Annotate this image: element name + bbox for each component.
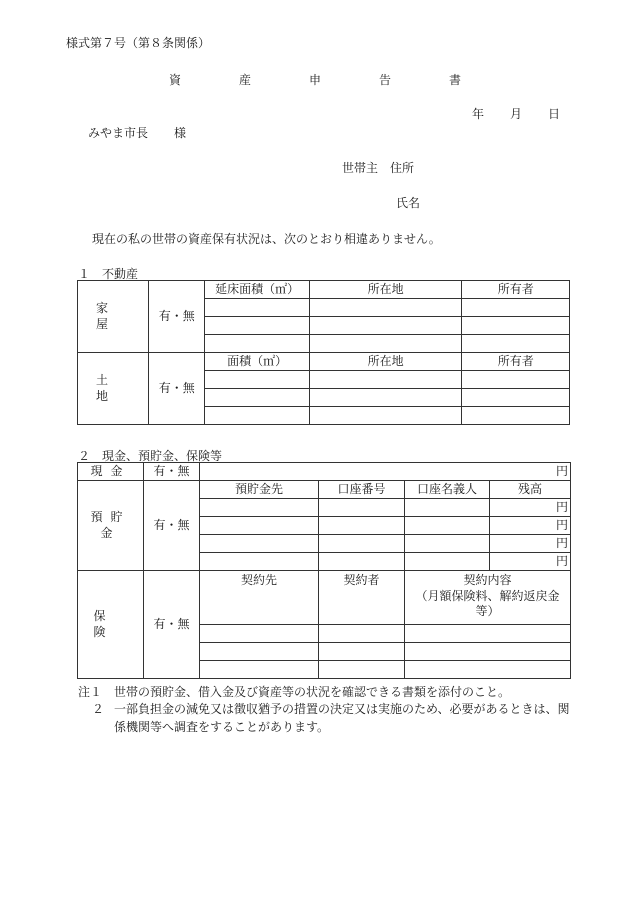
note-2-number: ２ — [91, 702, 104, 717]
insurance-col-provider: 契約先 — [200, 571, 319, 625]
house-status[interactable]: 有・無 — [149, 281, 205, 353]
insurance-contents-cell[interactable] — [405, 625, 571, 643]
insurance-provider-cell[interactable] — [200, 625, 319, 643]
date-line — [472, 106, 560, 122]
house-owner-cell[interactable] — [462, 299, 570, 317]
land-location-cell[interactable] — [309, 371, 462, 389]
savings-holder-cell[interactable] — [405, 535, 490, 553]
house-col-location: 所在地 — [309, 281, 462, 299]
savings-bank-cell[interactable] — [200, 535, 319, 553]
yen-unit: 円 — [556, 553, 569, 568]
insurance-status[interactable]: 有・無 — [144, 571, 200, 679]
cash-amount-cell[interactable] — [200, 463, 571, 481]
note-1 — [78, 684, 578, 701]
savings-bank-cell[interactable] — [200, 553, 319, 571]
insurance-provider-cell[interactable] — [200, 643, 319, 661]
house-floor-area-cell[interactable] — [205, 317, 309, 335]
savings-label: 預貯金 — [78, 481, 144, 571]
addressee-name: みやま市長 — [88, 126, 149, 140]
addressee — [88, 125, 186, 141]
insurance-label: 保険 — [78, 571, 144, 679]
insurance-contents-cell[interactable] — [405, 643, 571, 661]
house-location-cell[interactable] — [309, 317, 462, 335]
land-location-cell[interactable] — [309, 389, 462, 407]
land-owner-cell[interactable] — [462, 389, 570, 407]
house-col-owner: 所有者 — [462, 281, 570, 299]
land-location-cell[interactable] — [309, 407, 462, 425]
yen-unit: 円 — [556, 463, 569, 478]
savings-status[interactable]: 有・無 — [144, 481, 200, 571]
form-number: 様式第７号（第８条関係） — [66, 36, 211, 50]
savings-balance-cell[interactable] — [490, 499, 571, 517]
document-title: 資 産 申 告 書 — [168, 73, 484, 87]
savings-balance-cell[interactable] — [490, 535, 571, 553]
insurance-contractor-cell[interactable] — [319, 625, 405, 643]
note-2 — [78, 701, 578, 736]
house-col-floor-area: 延床面積（㎡） — [205, 281, 309, 299]
note-1-text: 世帯の預貯金、借入金及び資産等の状況を確認できる書類を添付のこと。 — [114, 685, 511, 699]
savings-balance-cell[interactable] — [490, 517, 571, 535]
land-col-area: 面積（㎡） — [205, 353, 309, 371]
householder-line — [342, 160, 414, 176]
name-label: 氏名 — [396, 196, 421, 210]
land-owner-cell[interactable] — [462, 407, 570, 425]
house-location-cell[interactable] — [309, 335, 462, 353]
savings-col-account-number: 口座番号 — [319, 481, 405, 499]
cash-status[interactable]: 有・無 — [144, 463, 200, 481]
savings-balance-cell[interactable] — [490, 553, 571, 571]
section1-title: １ 不動産 — [78, 267, 139, 281]
savings-bank-cell[interactable] — [200, 517, 319, 535]
note-2-text: 一部負担金の減免又は徴収猶予の措置の決定又は実施のため、必要があるときは、関係機関等へ調査をすることがあります。 — [114, 702, 570, 734]
insurance-col-contractor: 契約者 — [319, 571, 405, 625]
insurance-contents-cell[interactable] — [405, 661, 571, 679]
savings-account-number-cell[interactable] — [319, 535, 405, 553]
land-col-owner: 所有者 — [462, 353, 570, 371]
insurance-contractor-cell[interactable] — [319, 661, 405, 679]
savings-holder-cell[interactable] — [405, 499, 490, 517]
savings-col-bank: 預貯金先 — [200, 481, 319, 499]
section2-title: ２ 現金、預貯金、保険等 — [78, 449, 223, 463]
land-label: 土 地 — [78, 353, 149, 425]
insurance-contents-title: 契約内容 — [463, 573, 512, 587]
land-owner-cell[interactable] — [462, 371, 570, 389]
land-status[interactable]: 有・無 — [149, 353, 205, 425]
land-area-cell[interactable] — [205, 407, 309, 425]
savings-account-number-cell[interactable] — [319, 499, 405, 517]
real-estate-table — [77, 280, 570, 425]
insurance-col-contents — [405, 571, 571, 625]
savings-holder-cell[interactable] — [405, 517, 490, 535]
declaration-text: 現在の私の世帯の資産保有状況は、次のとおり相違ありません。 — [92, 232, 441, 246]
insurance-contractor-cell[interactable] — [319, 643, 405, 661]
house-owner-cell[interactable] — [462, 335, 570, 353]
date-month: 月 — [510, 107, 523, 121]
address-label: 住所 — [390, 161, 415, 175]
insurance-provider-cell[interactable] — [200, 661, 319, 679]
savings-holder-cell[interactable] — [405, 553, 490, 571]
cash-savings-insurance-table — [77, 462, 571, 679]
house-floor-area-cell[interactable] — [205, 299, 309, 317]
house-label: 家 屋 — [78, 281, 149, 353]
notes — [78, 684, 578, 736]
note-prefix: 注１ — [78, 685, 103, 699]
savings-col-account-holder: 口座名義人 — [405, 481, 490, 499]
land-area-cell[interactable] — [205, 389, 309, 407]
house-floor-area-cell[interactable] — [205, 335, 309, 353]
yen-unit: 円 — [556, 517, 569, 532]
savings-account-number-cell[interactable] — [319, 553, 405, 571]
savings-bank-cell[interactable] — [200, 499, 319, 517]
addressee-suffix: 様 — [174, 126, 187, 140]
land-col-location: 所在地 — [309, 353, 462, 371]
cash-label: 現金 — [78, 463, 144, 481]
savings-account-number-cell[interactable] — [319, 517, 405, 535]
date-year: 年 — [472, 107, 485, 121]
savings-col-balance: 残高 — [490, 481, 571, 499]
house-location-cell[interactable] — [309, 299, 462, 317]
insurance-contents-note: （月額保険料、解約返戻金等） — [415, 588, 560, 619]
householder-label: 世帯主 — [342, 161, 379, 175]
land-area-cell[interactable] — [205, 371, 309, 389]
house-owner-cell[interactable] — [462, 317, 570, 335]
yen-unit: 円 — [556, 535, 569, 550]
date-day: 日 — [548, 107, 561, 121]
yen-unit: 円 — [556, 499, 569, 514]
